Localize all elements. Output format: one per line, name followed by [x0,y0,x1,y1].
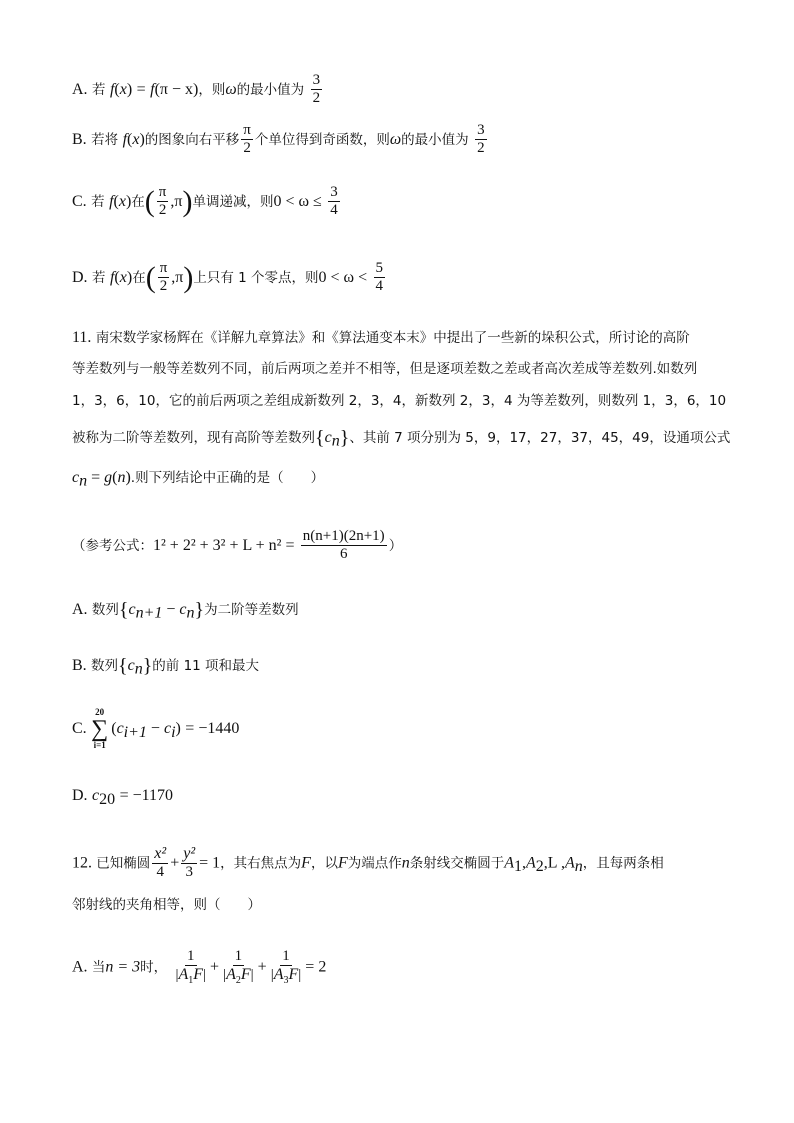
fraction: $\frac{\pi}{2}$ [159,260,168,295]
fraction: $\frac{n(n+1)(2n+1)}{6}$ [302,528,385,563]
option-label: D. [72,268,88,286]
q11-option-b: B. 数列$\{c_n\}$的前 11 项和最大 [72,655,260,678]
option-d: D. 若 f(x)在( $\frac{\pi}{2}$ ,π)上只有 1 个零点，则0 < ω < $\frac{5}{4}$ [72,260,384,295]
fraction: $\frac{\text{y²}}{3}$ [183,845,196,881]
question-number: 11. [72,329,92,346]
fraction: $\frac{1}{|A_1F|}$ [175,948,207,987]
fraction: $\frac{\pi}{2}$ [158,184,167,219]
option-label: B. [72,657,87,674]
option-label: C. [72,720,87,737]
fraction: $\frac{\pi}{2}$ [243,122,251,157]
option-label: B. [72,130,87,148]
q11-line-2: 等差数列与一般等差数列不同，前后两项之差并不相等，但是逐项差数之差或者高次差成等差数列.如数列 [72,361,698,377]
fraction: $\frac{1}{|A_2F|}$ [223,948,254,987]
option-label: A. [72,958,88,976]
q12-line-1: 12. 已知椭圆 $\frac{\text{x²}}{4}$ + $\frac{\text{y²}}{3}$ = 1，其右焦点为F，以F为端点作n条射线交椭圆于$A_1,A_2,L$ $,A_n$，且每两条相 [72,845,664,881]
q11-line-1: 11. 南宋数学家杨辉在《详解九章算法》和《算法通变本末》中提出了一些新的垛积公式，所讨论的高阶 [72,329,690,346]
option-b: B. 若将 f(x)的图象向右平移 $\frac{\pi}{2}$ 个单位得到奇函数，则ω的最小值为 $\frac{3}{2}$ [72,122,485,157]
fraction: $\frac{\text{x²}}{4}$ [154,845,167,881]
q12-option-a: A. 当n = 3时， $\frac{1}{|A_1F|}$ + $\frac{1}{|A_2F|}$ + $\frac{1}{|A_3F|}$ = 2 [72,948,327,987]
q11-line-4: 被称为二阶等差数列，现有高阶等差数列$\{c_n\}$、其前 7 项分别为 5，9，17，27，37，45，49，设通项公式 [72,427,731,450]
fraction: $\frac{1}{|A_3F|}$ [270,948,302,987]
summation: 20 ∑ i=1 [91,707,109,750]
q11-line-3: 1，3，6，10，它的前后两项之差组成新数列 2，3，4，新数列 2，3，4 为等差数列，则数列 1，3，6，10 [72,393,727,409]
q11-option-a: A. 数列$\{c_{n+1} - c_n\}$为二阶等差数列 [72,599,299,622]
option-label: A. [72,80,88,98]
option-a: A. 若 f(x) = f(π − x)，则ω的最小值为 $\frac{3}{2}$ [72,72,321,107]
question-number: 12. [72,854,92,872]
fraction: $\frac{3}{4}$ [330,184,338,219]
option-label: A. [72,601,88,618]
q11-option-c: C. 20 ∑ i=1 $(c_{i+1} - c_i) = -1440$ [72,707,240,750]
option-c: C. 若 f(x)在( $\frac{\pi}{2}$ ,π)单调递减，则0 < ω ≤ $\frac{3}{4}$ [72,184,338,219]
q11-line-5: $c_n = g(n)$.则下列结论中正确的是（ ） [72,469,325,490]
option-label: D. [72,787,88,804]
q12-line-2: 邻射线的夹角相等，则（ ） [72,897,261,913]
q11-option-d: D. $c_{20} = -1170$ [72,787,174,808]
q11-reference-formula: （参考公式：1² + 2² + 3² + L + n² = $\frac{n(n+1)(2n+1)}{6}$ ） [72,528,403,563]
fraction: $\frac{3}{2}$ [312,72,321,107]
option-label: C. [72,192,87,210]
fraction: $\frac{5}{4}$ [375,260,384,295]
fraction: $\frac{3}{2}$ [477,122,485,157]
